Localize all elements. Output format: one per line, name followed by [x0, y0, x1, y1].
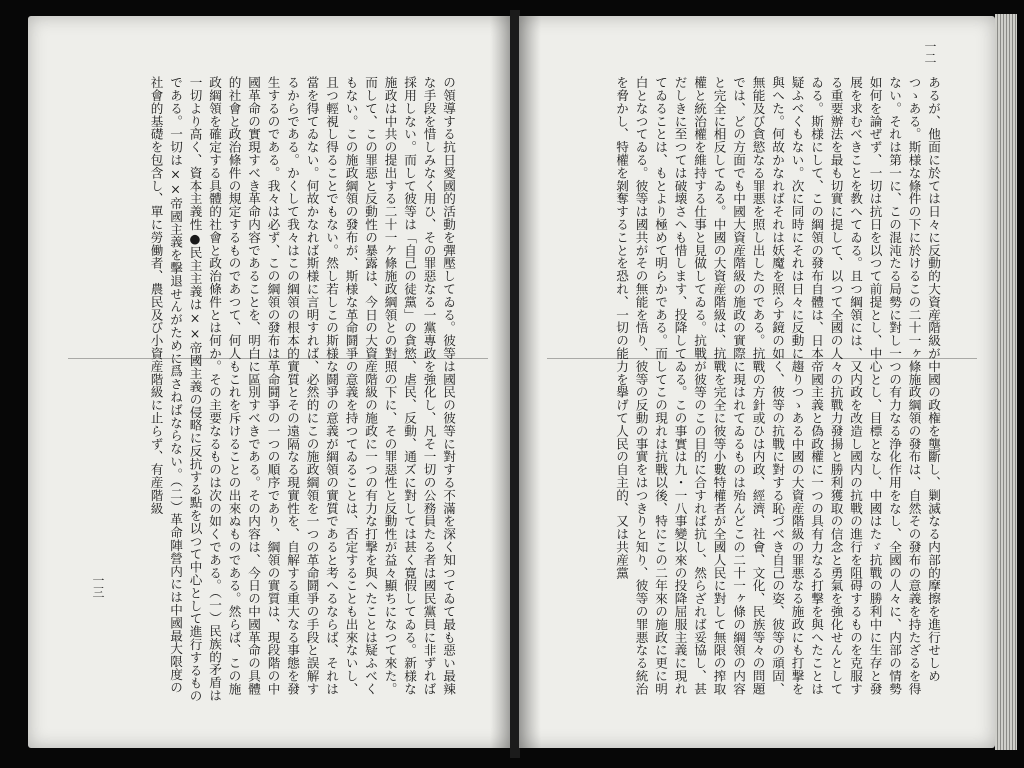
left-page-text: の領導する抗日愛國的活動を彈壓してゐる。彼等は國民の彼等に對する不滿を深く知つてゐて最も惡い最辣な手段を惜しみなく用ひ、その罪惡なる一黨專政を強化し、凡そ一切の公務員たる者は國民黨員に非ずれば採用しない。而して彼等は「自己の徒黨」の貪慾、虐民、反動、通ズに對しては甚く寛假してゐる。新様な施政は中共の提出する二十一ケ條施政綱領との對照の下に、その罪惡性と反動性が益々顯ちになつて來た。而して、この罪惡と反動性の暴露は、今日の大資産階級の施政に一つの有力な打撃を與へたことは疑ふべくもない。この施政綱領の發布が、斯様な革命鬪爭の意義を持つてゐることは、否定することも出來ないし、且つ輕視し得ることでもない。然し若しこの斯様な鬪爭の意義が綱領の實質であると考へるならば、それは當を得てゐない。何故かなれば斯様に言明すれば、必然的にこの施政綱領を一つの革命鬪爭の手段と誤解するからである。かくして我々はこの綱領の根本的實質とその遠隔なる現實性を、自解する重大なる事態を發生するのである。我々は必ず、この綱領の發布は革命鬪爭の一つの順序であり、綱領の實質は、現段階の中國革命の實現すべき革命内容であることを、明白に區別すべきである。その内容は、今日の中國革命の具體的社會と政治條件の規定するものであつて、何人もこれを斥けることの出來ぬものである。然らば、この施政綱領を確定する具體的社會と政治條件とは何か。その主要なるものは次の如くである。（一）民族的矛盾は一切より高く、資本主義性●民主主義は××帝國主義の侵略に反抗する點を以つて中心として進行するものである。一切は××帝國主義を擊退せんがために爲さねばならない。（二）革命陣營内には中國最大限度の社會的基礎を包含し、單に勞働者、農民及び小資産階級に止らず、有産階級: [148, 76, 456, 703]
left-page: [28, 16, 512, 748]
right-page-number: 一二: [923, 40, 937, 64]
left-page-body: [38, 76, 458, 706]
right-page-body: [543, 76, 943, 706]
page-edges: [995, 14, 1017, 750]
left-page-number: 一三: [91, 574, 105, 598]
gutter-shadow-right: [519, 16, 541, 748]
right-page-text: あるが、他面に於ては日々に反動的大資産階級が中國の政権を壟斷し、剿滅なる内部的摩擦を進行せしめつゝある。斯様な條件の下に於けるこの二十一ヶ條施政綱領の發布は、自然その發布の意義を持たざるを得ない。それは第一に、この混沌たる局勢に對し一つの有力なる浄化作用をなし、全國の人々に、内部の情勢如何を論ぜず、一切は抗日を以つて前提とし、中心とし、目標となし、中國はたゞ抗戰の勝利中に生存と發展を求むべきことを教へてゐる。且つ綱領には、又内政を改造し國内の抗戰の進行を阻碍するものを克服する重要辦法を最も切實に提して、以つて全國の人々の抗戰力發揚と勝利獲取の信念と勇氣を強化せんとしてゐる。斯様にして、この綱領の發布自體は、日本帝國主義と偽政權に一つの具有力なる打撃を與へたことは疑ふべくもない。次に同時にそれは日々に反動に趨りつゝある中國の大資産階級の罪悪なる施政にも打撃を與へた。何故かなればそれは妖魔を照らす鏡の如く、彼等の抗戰に對する恥づべき自己の姿、彼等の頑固、無能及び貪慾なる罪悪を照し出したのである。抗戰の方針或ひは内政、經濟、社會、文化、民族等々の問題では、どの方面でも中國大資産階級の施政の實際に現はれてゐるものは殆んどこの二十一ヶ條の綱領の内容と完全に相反してゐる。中國の大資産階級は、抗戰を完全に彼等小數特權者が全國人民に對して無限の搾取權と統治權を維持する仕事と見做してゐる。抗戰が彼等のこの目的に合すれば抗し、然らざれば妥協し、甚だしきに至つては破壊さへも惜します、投降してゐる。この事實は九・一八事變以來の投降屈服主義に現れてゐることは、もとより極めて明らかである。而してこの現れは抗戰以後、特にこの二年來の施政に更に明白となつてゐる。彼等は國共がその無能を悟り、彼等の反動の事實をはつきりと知り、彼等の罪悪なる統治を脅かし、特權を剝奪することを恐れ、一切の能力を擧げて人民の自主的、又は共産黨: [614, 76, 941, 696]
gutter-shadow-left: [490, 16, 512, 748]
right-page: [519, 16, 995, 748]
